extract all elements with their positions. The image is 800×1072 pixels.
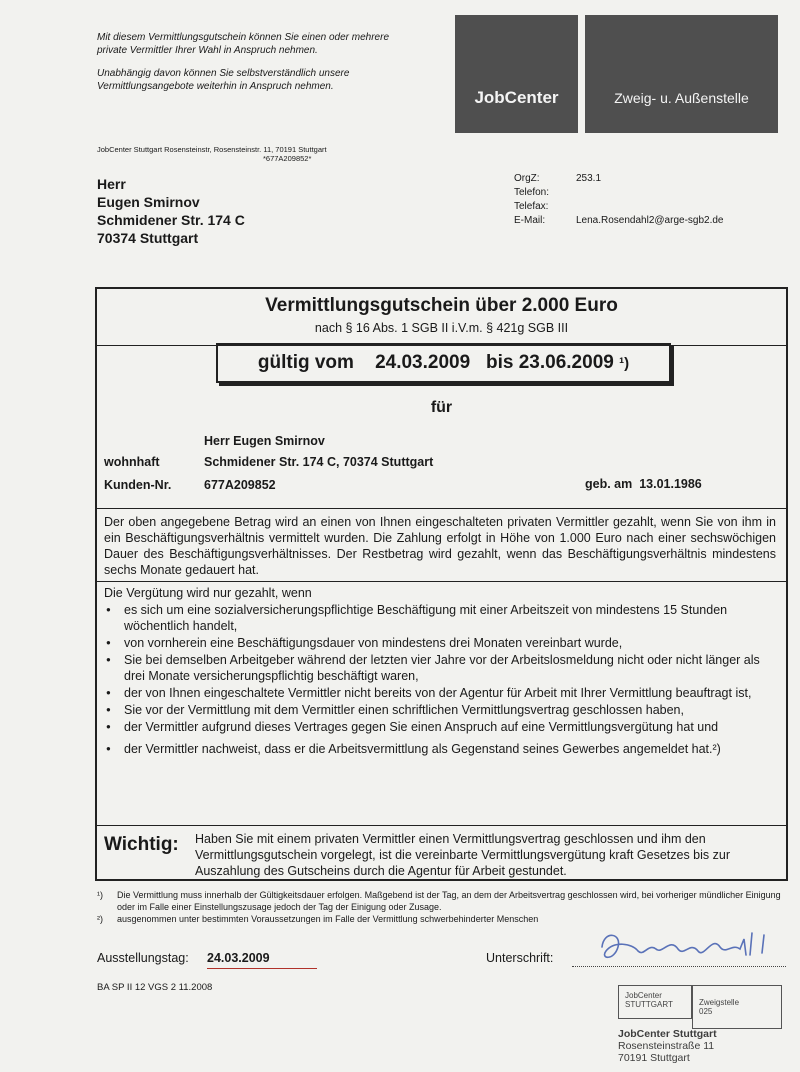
- branch-logo: [585, 15, 778, 133]
- telefon-label: Telefon:: [514, 187, 550, 198]
- conditions-intro: Die Vergütung wird nur gezahlt, wenn: [104, 586, 312, 600]
- footnote-mark: ¹): [97, 890, 103, 900]
- unterschrift-label: Unterschrift:: [486, 951, 554, 965]
- geb-label: geb. am: [585, 477, 633, 491]
- valid-prefix: gültig vom: [257, 352, 354, 373]
- stamp-text: JobCenter: [625, 991, 662, 1000]
- signature-scribble: [592, 925, 788, 973]
- sender-block: [97, 145, 437, 163]
- voucher-subtitle: nach § 16 Abs. 1 SGB II i.V.m. § 421g SGB III: [314, 321, 569, 335]
- fuer-label: für: [430, 399, 453, 416]
- stamp-text: STUTTGART: [625, 1000, 673, 1009]
- form-code: BA SP II 12 VGS 2 11.2008: [97, 982, 213, 993]
- email-label: E-Mail:: [514, 215, 546, 226]
- intro-line: Vermittlungsangebote weiterhin in Anspruch nehmen.: [97, 81, 334, 92]
- condition-item: ● Sie vor der Vermittlung mit dem Vermittler einen schriftlichen Vermittlungsvertrag geschlossen haben,: [104, 702, 774, 718]
- stamp-line: JobCenter Stuttgart: [618, 1028, 717, 1040]
- footnote-text: Die Vermittlung muss innerhalb der Gültigkeitsdauer erfolgen. Maßgebend ist der Tag, an dem der Arbeitsvertrag geschlossen wird, bei vorheriger mündlicher Einigung oder im Falle einer Einstellungszusage jedoch der Tag der Einigung oder Zusage.: [117, 890, 781, 912]
- geb-field: [585, 477, 702, 491]
- orgz-label: OrgZ:: [514, 173, 540, 184]
- voucher-frame: [95, 287, 788, 881]
- ausstellung-label: Ausstellungstag:: [97, 951, 189, 965]
- condition-item: ● es sich um eine sozialversicherungspflichtige Beschäftigung mit einer Arbeitszeit von mindestens 15 Stunden wöchentlich handelt,: [104, 602, 774, 634]
- conditions-section: [104, 585, 774, 757]
- kunden-value: 677A209852: [204, 478, 276, 492]
- intro-line: Mit diesem Vermittlungsgutschein können Sie einen oder mehrere: [97, 32, 390, 43]
- payment-paragraph: Der oben angegebene Betrag wird an einen von Ihnen eingeschalteten privaten Vermittler gezahlt, wenn Sie von ihm in ein Beschäftigungsverhältnis vermittelt wurden. Die Zahlung erfolgt in Höhe von 1.000 Euro nach einer sechswöchigen Dauer des Beschäftigungsverhältnisses. Der Restbetrag wird gezahlt, wenn das Beschäftigungsverhältnis mindestens sechs Monate gedauert hat.: [104, 515, 776, 577]
- condition-item: ● Sie bei demselben Arbeitgeber während der letzten vier Jahre vor der Arbeitslosmeldung nicht oder nicht länger als drei Monate versicherungspflichtig beschäftigt waren,: [104, 652, 774, 684]
- validity-box: [216, 343, 671, 383]
- recipient-city: 70374 Stuttgart: [97, 230, 199, 246]
- intro-line: Unabhängig davon können Sie selbstverständlich unsere: [97, 68, 350, 79]
- intro-line: private Vermittler Ihrer Wahl in Anspruch nehmen.: [97, 45, 318, 56]
- stamp-text: 025: [699, 1007, 713, 1016]
- stamp-text: Zweigstelle: [699, 998, 740, 1007]
- voucher-title: Vermittlungsgutschein über 2.000 Euro: [265, 295, 618, 316]
- stamp-line: Rosensteinstraße 11: [618, 1040, 715, 1052]
- valid-from: 24.03.2009: [375, 352, 471, 373]
- intro-text: [97, 31, 437, 93]
- stamp-box: [618, 985, 692, 1019]
- recipient-name: Eugen Smirnov: [97, 194, 200, 210]
- email-value: Lena.Rosendahl2@arge-sgb2.de: [576, 215, 724, 226]
- valid-to: 23.06.2009: [518, 352, 614, 373]
- valid-mid: bis: [486, 352, 514, 373]
- orgz-value: 253.1: [576, 173, 602, 184]
- wichtig-text: Haben Sie mit einem privaten Vermittler einen Vermittlungsvertrag geschlossen und ihm den Vermittlungsgutschein vorgelegt, ist die vereinbarte Vermittlungsvergütung kraft Gesetzes bis zur Auszahlung des Gutscheins durch die Agentur für Arbeit gestundet.: [195, 832, 730, 878]
- logo-text: JobCenter: [474, 88, 559, 107]
- conditions-list: [104, 602, 774, 757]
- kunden-label: Kunden-Nr.: [104, 478, 172, 492]
- recipient-salutation: Herr: [97, 176, 126, 192]
- branch-text: Zweig- u. Außenstelle: [614, 90, 749, 106]
- condition-item: ● von vornherein eine Beschäftigungsdauer von mindestens drei Monaten vereinbart wurde,: [104, 635, 774, 651]
- condition-item: ● der Vermittler aufgrund dieses Vertrages gegen Sie einen Anspruch auf eine Vermittlungsvergütung hat und: [104, 719, 774, 735]
- telefax-label: Telefax:: [514, 201, 549, 212]
- valid-footnote: ¹): [619, 355, 630, 372]
- stamp-line: 70191 Stuttgart: [618, 1052, 690, 1064]
- recipient-address: [97, 175, 245, 247]
- divider: [97, 825, 786, 826]
- stamp-box: [692, 985, 782, 1029]
- contact-block: [514, 172, 723, 228]
- condition-item: ● der von Ihnen eingeschaltete Vermittler nicht bereits von der Agentur für Arbeit mit Ihrer Vermittlung beauftragt ist,: [104, 685, 774, 701]
- ausstellung-value: 24.03.2009: [207, 951, 317, 969]
- geb-value: 13.01.1986: [639, 477, 702, 491]
- wohnhaft-value: Schmidener Str. 174 C, 70374 Stuttgart: [204, 455, 434, 469]
- wohnhaft-label: wohnhaft: [104, 455, 160, 469]
- footnotes: [97, 889, 787, 925]
- sender-line: JobCenter Stuttgart Rosensteinstr, Rosensteinstr. 11, 70191 Stuttgart: [97, 145, 327, 154]
- footnote-text: ausgenommen unter bestimmten Voraussetzungen im Falle der Vermittlung schwerbehinderter Menschen: [117, 914, 539, 924]
- stamp-address: [618, 1028, 717, 1064]
- holder-name: Herr Eugen Smirnov: [204, 434, 325, 448]
- divider: [97, 581, 786, 582]
- footnote-mark: ²): [97, 914, 103, 924]
- condition-item: ● der Vermittler nachweist, dass er die Arbeitsvermittlung als Gegenstand seines Gewerbes angemeldet hat.²): [104, 741, 774, 757]
- wichtig-label: Wichtig:: [104, 834, 179, 855]
- recipient-street: Schmidener Str. 174 C: [97, 212, 245, 228]
- jobcenter-logo: [455, 15, 578, 133]
- divider: [97, 508, 786, 509]
- sender-code: *677A209852*: [263, 154, 312, 163]
